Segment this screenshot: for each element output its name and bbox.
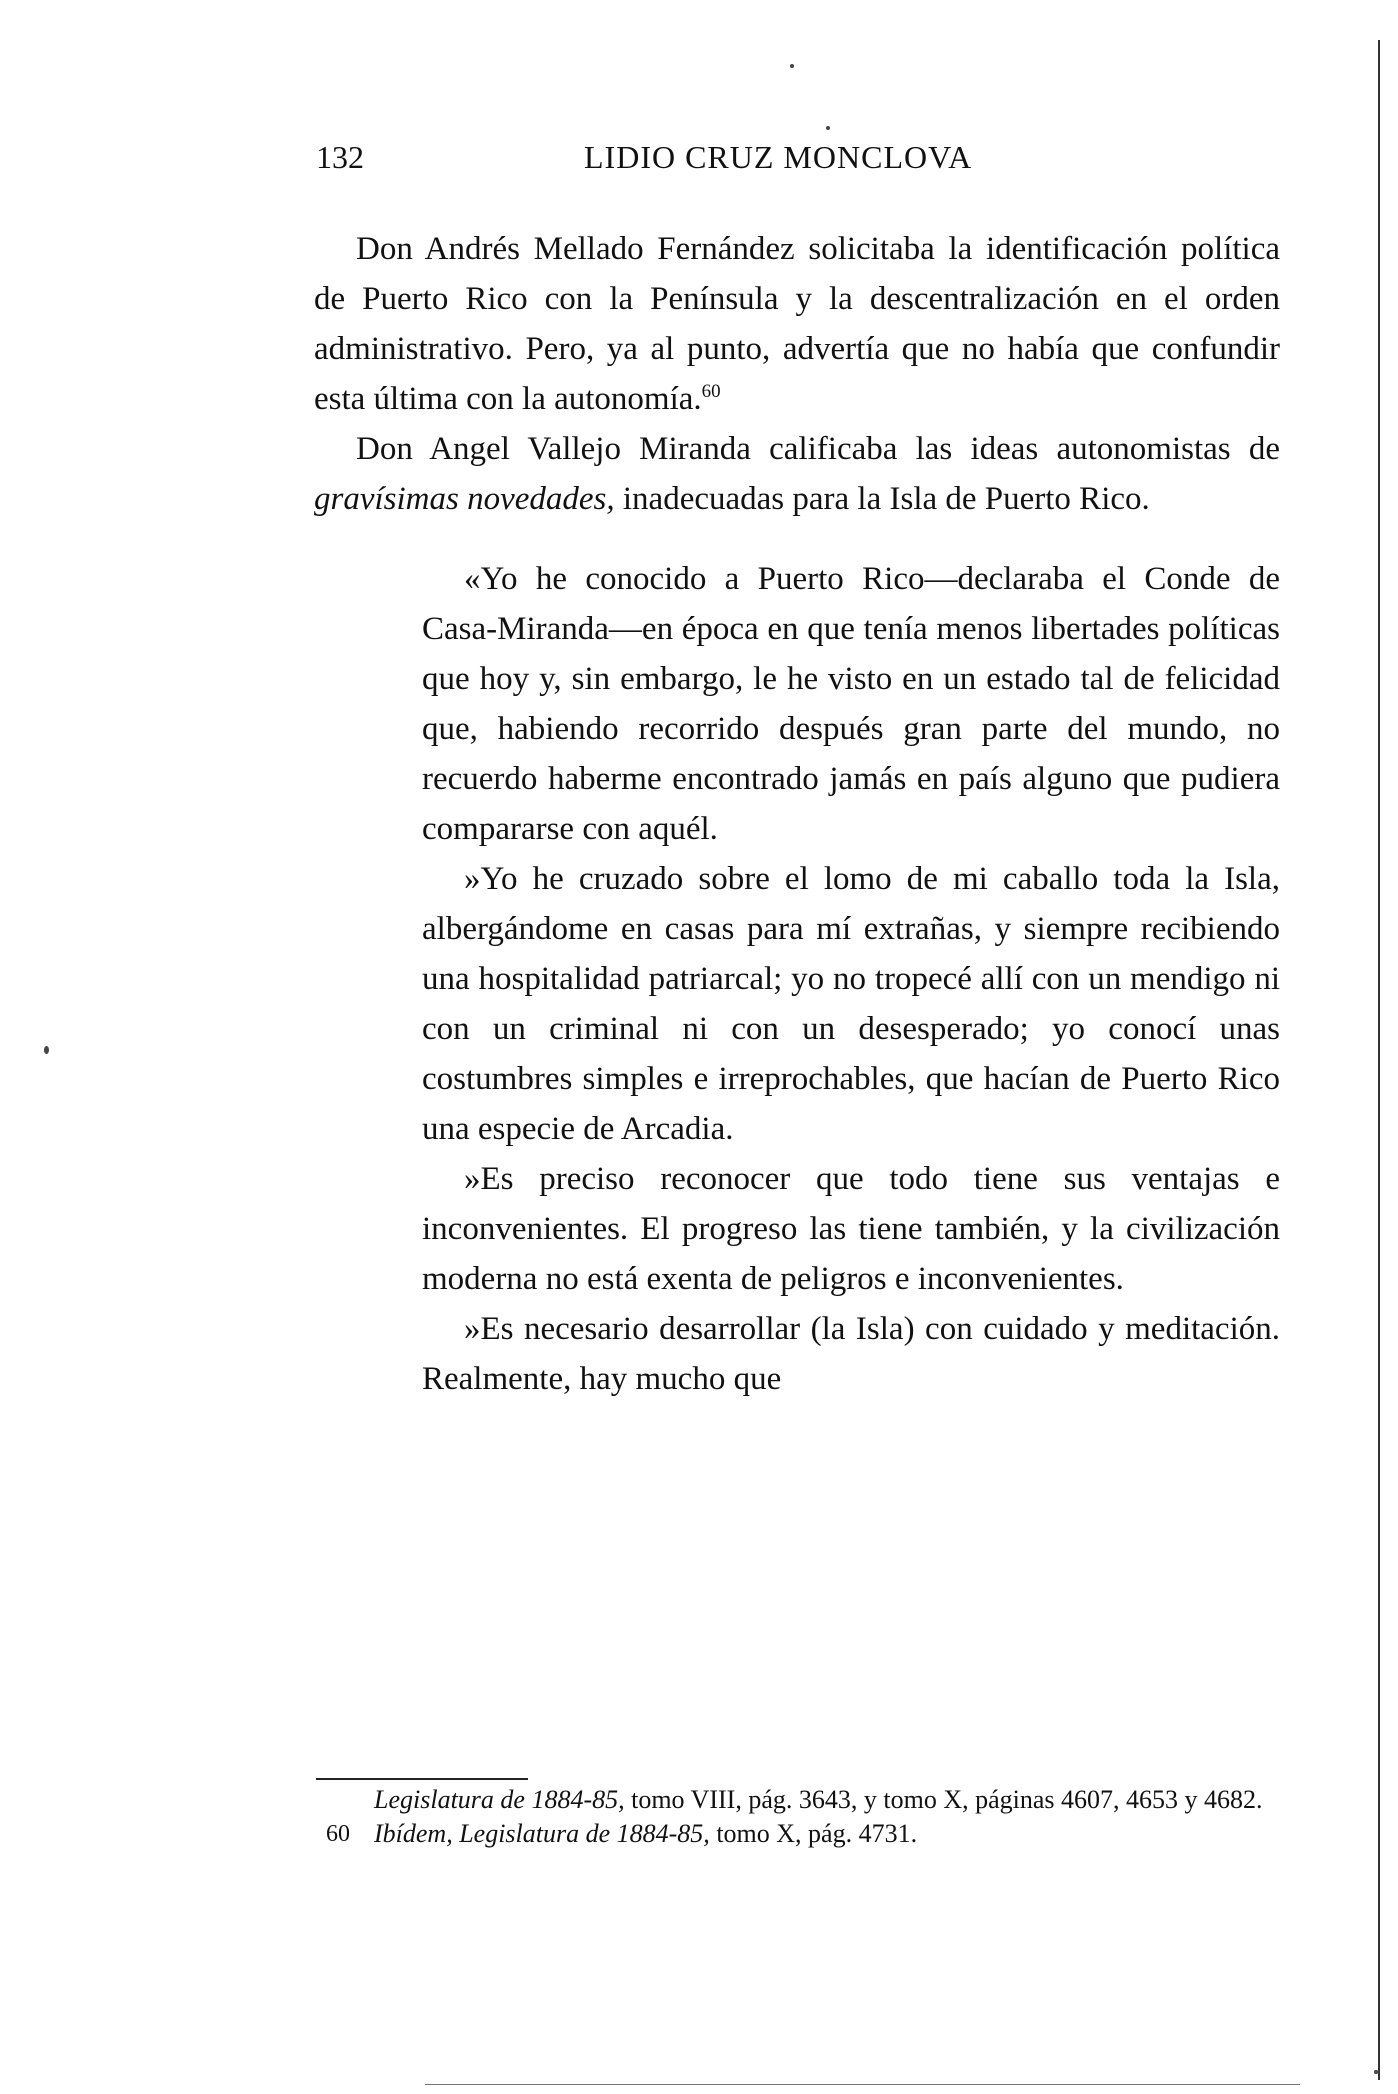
italic-phrase: gravísimas novedades, xyxy=(314,481,615,517)
paragraph-vallejo xyxy=(314,424,1280,524)
paragraph-text: Don Angel Vallejo Miranda calificaba las ideas autonomistas de xyxy=(356,431,1280,467)
running-header xyxy=(316,135,1276,179)
footnote-reference: 60 xyxy=(701,381,721,402)
paragraph-text: inadecuadas para la Isla de Puerto Rico. xyxy=(614,481,1150,517)
footnotes xyxy=(316,1783,1282,1851)
scan-speck xyxy=(826,126,830,130)
footnote-text: tomo VIII, pág. 3643, y tomo X, páginas 4607, 4653 y 4682. xyxy=(624,1785,1263,1814)
block-quote xyxy=(422,554,1280,1404)
running-title: LIDIO CRUZ MONCLOVA xyxy=(584,139,973,175)
footnote-italic: Legislatura de 1884-85, xyxy=(374,1785,625,1814)
footnote-rule xyxy=(316,1778,528,1780)
quote-paragraph: »Es preciso reconocer que todo tiene sus ventajas e inconvenientes. El progreso las tiene también, y la civilización moderna no está exenta de peligros e inconvenientes. xyxy=(422,1161,1280,1297)
paragraph-mellado xyxy=(314,224,1280,424)
scan-speck xyxy=(44,1046,49,1054)
quote-paragraph: »Es necesario desarrollar (la Isla) con cuidado y meditación. Realmente, hay mucho que xyxy=(422,1311,1280,1397)
quote-paragraph: «Yo he conocido a Puerto Rico—declaraba el Conde de Casa-Miranda—en época en que tenía menos libertades políticas que hoy y, sin embargo, le he visto en un estado tal de felicidad que, habiendo recorrido después gran parte del mundo, no recuerdo haberme encontrado jamás en país alguno que pudiera compararse con aquél. xyxy=(422,561,1280,847)
scan-speck xyxy=(1374,2070,1378,2074)
footnote-continued xyxy=(316,1783,1282,1817)
quote-paragraph: »Yo he cruzado sobre el lomo de mi caballo toda la Isla, albergándome en casas para mí extrañas, y siempre recibiendo una hospitalidad patriarcal; yo no tropecé allí con un mendigo ni con un criminal ni con un desesperado; yo conocí unas costumbres simples e irreprochables, que hacían de Puerto Rico una especie de Arcadia. xyxy=(422,861,1280,1147)
scan-speck xyxy=(790,64,794,68)
main-text xyxy=(314,224,1280,1404)
paragraph-spacer xyxy=(314,524,1280,554)
footnote-italic: Ibídem, Legislatura de 1884-85, xyxy=(374,1819,710,1848)
footnote-marker: 60 xyxy=(326,1821,350,1847)
paragraph-text: Don Andrés Mellado Fernández solicitaba la identificación política de Puerto Rico con la Península y la descentralización en el orden administrativo. Pero, ya al punto, advertía que no había que confundir esta última con la autonomía. xyxy=(314,231,1280,417)
page-bottom-line xyxy=(425,2084,1300,2085)
page-number: 132 xyxy=(316,139,364,175)
footnote-60 xyxy=(316,1817,1282,1851)
page-edge-line xyxy=(1378,40,1380,2080)
footnote-text: tomo X, pág. 4731. xyxy=(709,1819,918,1848)
